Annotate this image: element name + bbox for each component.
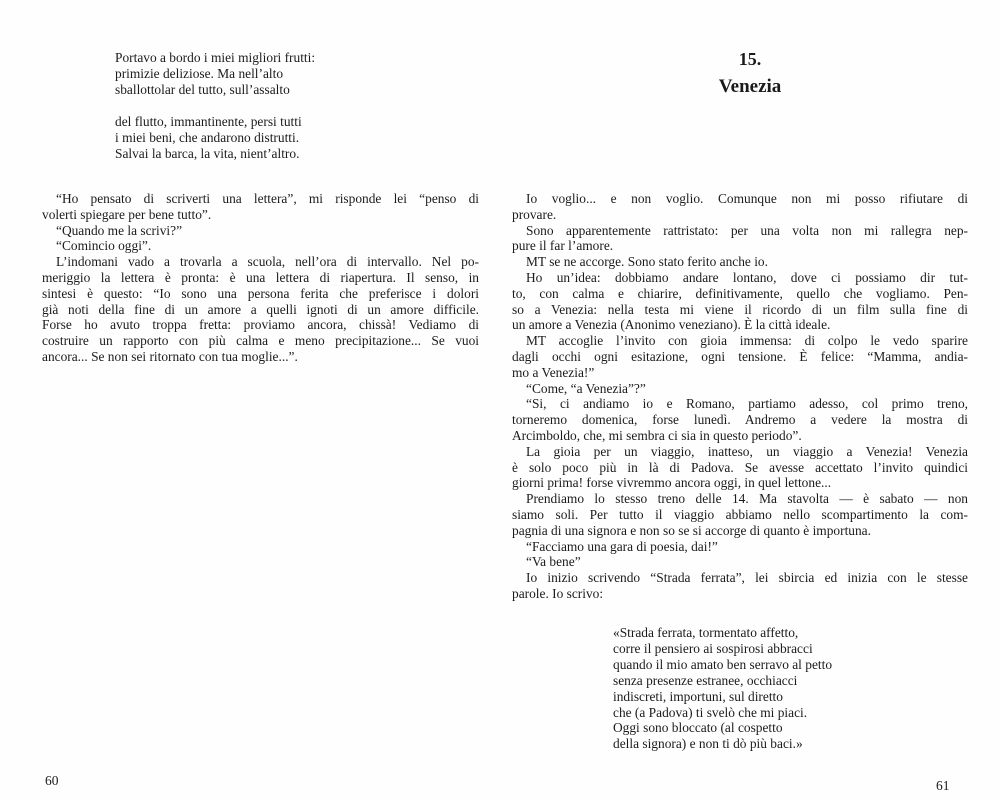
prose-line: già noti della fine di un amore a quelli ignoti di un amore difficile. <box>42 301 479 317</box>
left-page-epigraph <box>115 50 315 162</box>
poem-line: Portavo a bordo i miei migliori frutti: <box>115 50 316 65</box>
prose-line: sintesi è questo: “Io sono una persona ferita che preferisce i dolori <box>42 285 479 301</box>
poem-line: quando il mio amato ben serravo al petto <box>613 656 833 672</box>
prose-line: L’indomani vado a trovarla a scuola, nell’ora di intervallo. Nel po- <box>56 254 479 270</box>
poem-line: del flutto, immantinente, persi tutti <box>115 114 302 129</box>
page-number-left: 60 <box>45 773 59 788</box>
prose-line: “Quando me la scrivi?” <box>56 222 183 238</box>
prose-line: siamo soli. Per tutto il viaggio abbiamo nello scompartimento la com- <box>512 506 968 522</box>
prose-line: “Va bene” <box>526 554 581 570</box>
epigraph-stanza <box>115 50 315 98</box>
poem-line: che (a Padova) ti svelò che mi piaci. <box>613 704 808 720</box>
prose-line: “Come, “a Venezia”?” <box>526 380 646 396</box>
poem-line: della signora) e non ti dò più baci.» <box>613 736 803 752</box>
prose-line: “Si, ci andiamo io e Romano, partiamo adesso, col primo treno, <box>526 396 968 412</box>
prose-line: pure il far l’amore. <box>512 238 614 254</box>
prose-line: provare. <box>512 206 557 222</box>
poem-line: i miei beni, che andarono distrutti. <box>115 130 300 145</box>
chapter-number: 15. <box>738 49 762 69</box>
poem-line: corre il pensiero ai sospirosi abbracci <box>613 640 813 656</box>
prose-line: volerti spiegare per bene tutto”. <box>42 206 212 222</box>
prose-line: costruire un rapporto con più calma e meno precipitazione... Se vuoi <box>42 333 479 349</box>
prose-line: Arcimboldo, che, mi sembra ci sia in questo periodo”. <box>512 427 802 443</box>
left-page-prose <box>42 191 479 365</box>
poem-line: Oggi sono bloccato (al cospetto <box>613 720 783 736</box>
prose-line: torneremo domenica, forse lunedì. Andremo a vedere la mostra di <box>512 412 968 428</box>
chapter-heading <box>520 50 980 96</box>
prose-line: “Comincio oggi”. <box>56 238 152 254</box>
prose-line: giorni prima! forse vivremmo ancora oggi, in quel lettone... <box>512 475 832 491</box>
prose-line: “Facciamo una gara di poesia, dai!” <box>526 538 718 554</box>
poem-line: primizie deliziose. Ma nell’alto <box>115 66 284 81</box>
poem-line: senza presenze estranee, occhiacci <box>613 672 798 688</box>
prose-line: Io voglio... e non voglio. Comunque non mi posso rifiutare di <box>526 191 968 206</box>
prose-line: MT accoglie l’invito con gioia immensa: di colpo le vedo sparire <box>526 333 968 349</box>
poem-line: sballottolar del tutto, sull’assalto <box>115 82 290 97</box>
prose-line: Io inizio scrivendo “Strada ferrata”, lei sbircia ed inizia con le stesse <box>526 570 968 586</box>
poem-line: indiscreti, importuni, sul diretto <box>613 688 783 704</box>
poem-line: «Strada ferrata, tormentato affetto, <box>613 625 799 640</box>
prose-line: Prendiamo lo stesso treno delle 14. Ma stavolta — è sabato — non <box>526 491 968 507</box>
prose-line: parole. Io scrivo: <box>512 585 604 601</box>
prose-line: Ho un’idea: dobbiamo andare lontano, dove ci possiamo dir tut- <box>526 269 968 285</box>
prose-line: un amore a Venezia (Anonimo veneziano). È la città ideale. <box>512 317 831 333</box>
right-page-prose <box>512 191 968 602</box>
prose-line: dagli occhi ogni esitazione, ogni tensione. È felice: “Mamma, andia- <box>512 348 968 364</box>
epigraph-stanza <box>115 114 315 162</box>
prose-line: La gioia per un viaggio, inatteso, un viaggio a Venezia! Venezia <box>526 443 968 459</box>
prose-line: mo a Venezia!” <box>512 364 595 380</box>
poem-quote <box>613 625 832 752</box>
chapter-title: Venezia <box>718 76 782 97</box>
page-number-right: 61 <box>936 778 950 793</box>
prose-line: so a Venezia: nella testa mi viene il ricordo di un film sulla fine di <box>512 301 968 317</box>
prose-line: Forse ho avuto troppa fretta: proviamo ancora, chissà! Vediamo di <box>42 317 479 333</box>
prose-line: pagnia di una signora e non so se si accorge di quanto è importuna. <box>512 522 871 538</box>
prose-line: è solo poco più in là di Padova. Se avesse accettato l’invito quindici <box>512 459 968 475</box>
prose-line: MT se ne accorge. Sono stato ferito anche io. <box>526 254 768 270</box>
prose-line: to, con calma e chiarire, definitivamente, quello che vogliamo. Pen- <box>512 285 968 301</box>
prose-line: ancora... Se non sei ritornato con tua moglie...”. <box>42 348 298 364</box>
prose-line: Sono apparentemente rattristato: per una volta non mi rallegra nep- <box>526 222 968 238</box>
poem-line: Salvai la barca, la vita, nient’altro. <box>115 146 300 161</box>
prose-line: “Ho pensato di scriverti una lettera”, mi risponde lei “penso di <box>56 191 479 206</box>
prose-line: meriggio la lettera è pronta: è una lettera di riapertura. Il senso, in <box>42 269 479 285</box>
